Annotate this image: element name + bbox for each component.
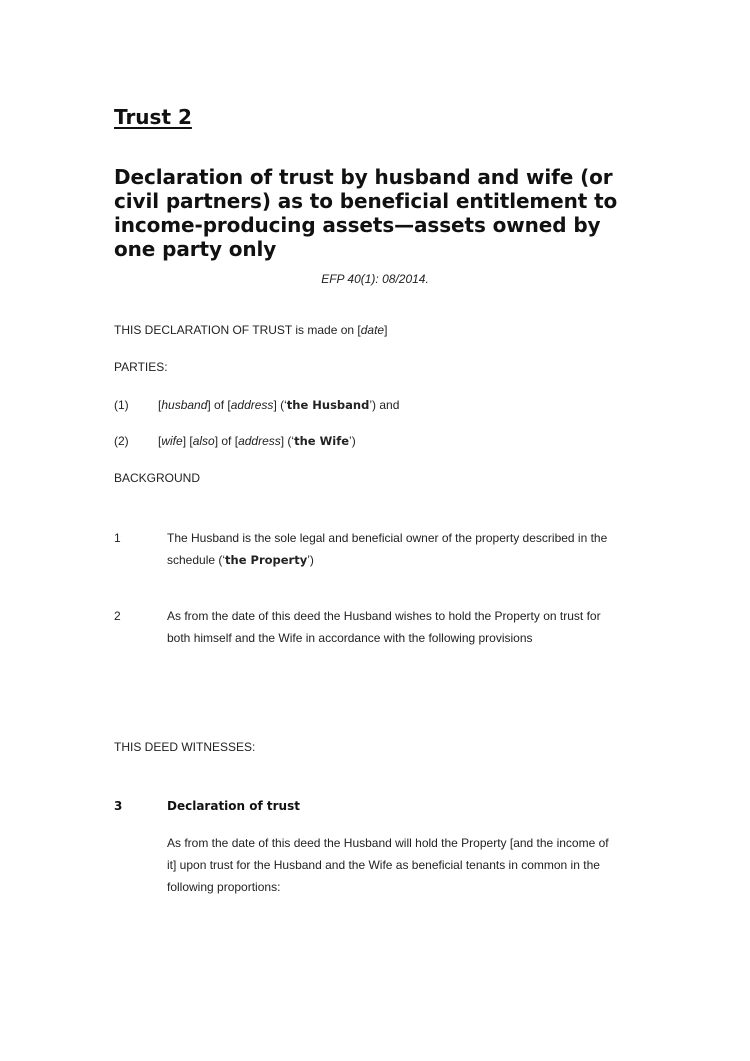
party-wife xyxy=(158,433,356,449)
husband-placeholder: husband xyxy=(161,398,208,412)
recital-2 xyxy=(167,605,601,649)
background-label: BACKGROUND xyxy=(114,471,201,485)
party-number: (2) xyxy=(114,434,129,448)
section-body xyxy=(167,832,609,898)
text-fragment: ] [ xyxy=(182,434,193,448)
party-husband xyxy=(158,397,399,413)
declaration-suffix: ] xyxy=(384,323,388,337)
section-number: 3 xyxy=(114,799,123,813)
bracket: [ xyxy=(158,398,162,412)
text-fragment: ’) xyxy=(307,553,314,567)
section-title: Declaration of trust xyxy=(167,799,300,813)
section-line: As from the date of this deed the Husband will hold the Property [and the income of xyxy=(167,836,609,850)
recital-line: As from the date of this deed the Husband wishes to hold the Property on trust for xyxy=(167,609,601,623)
text-fragment: schedule (‘ xyxy=(167,553,226,567)
heading-line: Declaration of trust by husband and wife (or xyxy=(114,165,613,189)
section-line: following proportions: xyxy=(167,880,281,894)
address-placeholder: address xyxy=(230,398,274,412)
recital-1 xyxy=(167,527,607,571)
parties-label: PARTIES: xyxy=(114,360,168,374)
form-reference-text: EFP 40(1): 08/2014. xyxy=(321,272,429,286)
declaration-prefix: THIS DECLARATION OF TRUST is made on [ xyxy=(114,323,361,337)
recital-line: both himself and the Wife in accordance with the following provisions xyxy=(167,631,533,645)
defined-term-wife: the Wife xyxy=(294,434,350,448)
text-fragment: ’) xyxy=(349,434,356,448)
witnesses-label: THIS DEED WITNESSES: xyxy=(114,740,256,754)
party-number: (1) xyxy=(114,398,129,412)
recital-number: 2 xyxy=(114,609,121,623)
document-heading xyxy=(114,165,674,261)
declaration-line xyxy=(114,322,387,338)
wife-placeholder: wife xyxy=(161,434,183,448)
form-reference xyxy=(0,271,750,287)
document-title: Trust 2 xyxy=(114,105,192,129)
text-fragment: ] of [ xyxy=(207,398,231,412)
heading-line: income-producing assets—assets owned by xyxy=(114,213,601,237)
text-fragment: ] (‘ xyxy=(280,434,295,448)
heading-line: one party only xyxy=(114,237,277,261)
date-placeholder: date xyxy=(360,323,385,337)
defined-term-husband: the Husband xyxy=(286,398,370,412)
section-line: it] upon trust for the Husband and the Wife as beneficial tenants in common in the xyxy=(167,858,600,872)
recital-line xyxy=(167,549,607,571)
also-placeholder: also xyxy=(192,434,215,448)
text-fragment: ’) and xyxy=(369,398,400,412)
recital-number: 1 xyxy=(114,531,121,545)
text-fragment: ] of [ xyxy=(214,434,239,448)
address-placeholder: address xyxy=(238,434,281,448)
heading-line: civil partners) as to beneficial entitlement to xyxy=(114,189,618,213)
bracket: [ xyxy=(158,434,162,448)
recital-line: The Husband is the sole legal and beneficial owner of the property described in the xyxy=(167,531,608,545)
text-fragment: ] (‘ xyxy=(273,398,287,412)
defined-term-property: the Property xyxy=(225,553,308,567)
